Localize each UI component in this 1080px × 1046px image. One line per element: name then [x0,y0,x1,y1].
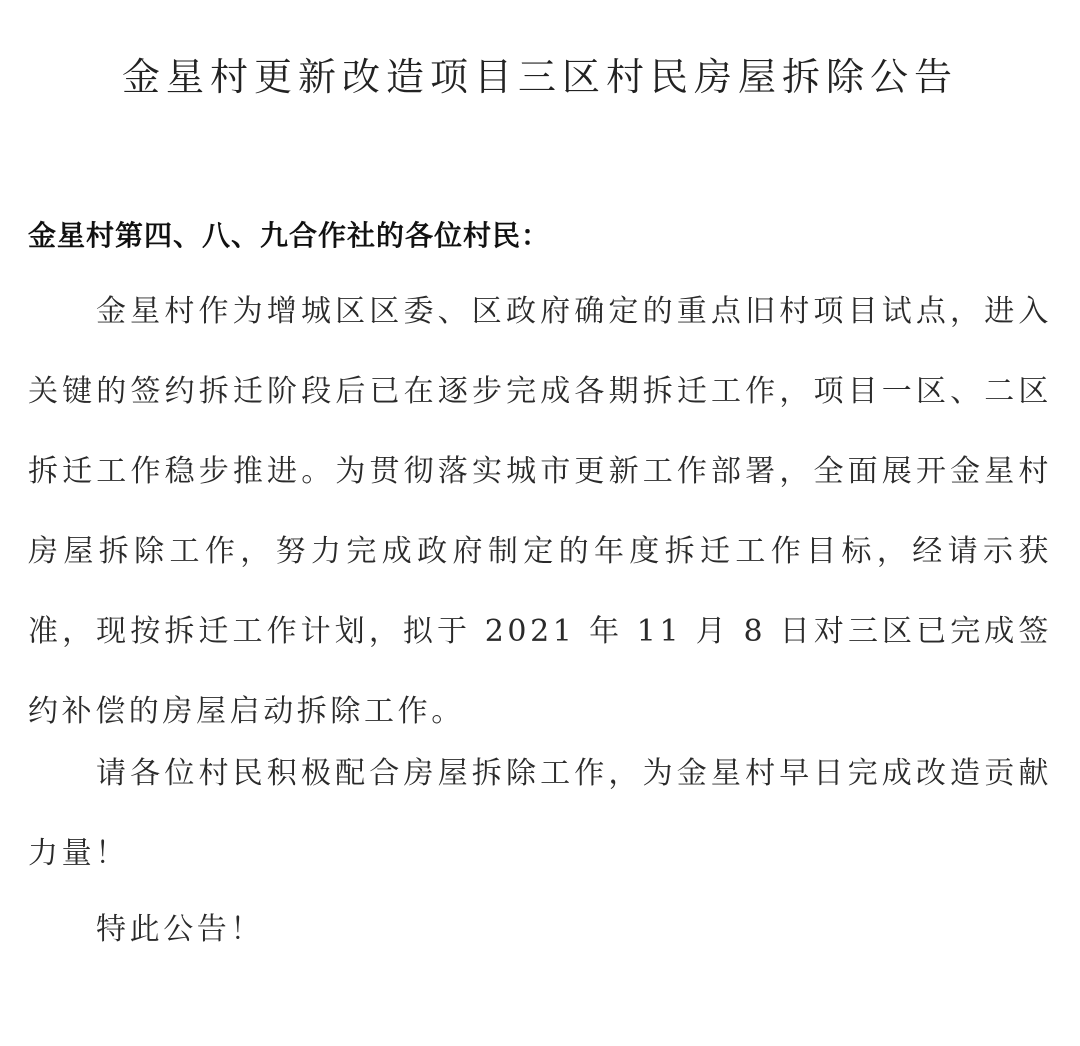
notice-title: 金星村更新改造项目三区村民房屋拆除公告 [121,55,958,100]
paragraph-appeal: 请各位村民积极配合房屋拆除工作，为金星村早日完成改造贡献力量！ [28,756,1052,871]
salutation: 金星村第四、八、九合作社的各位村民： [28,219,551,252]
paragraph-closing: 特此公告！ [96,912,264,947]
paragraph-main: 金星村作为增城区区委、区政府确定的重点旧村项目试点，进入关键的签约拆迁阶段后已在逐步完成各期拆迁工作，项目一区、二区拆迁工作稳步推进。为贯彻落实城市更新工作部署，全面展开金星村房屋拆除工作，努力完成政府制定的年度拆迁工作目标，经请示获准，现按拆迁工作计划，拟于 2021 年 11 月 8 日对三区已完成签约补偿的房屋启动拆除工作。 [28,294,1052,729]
